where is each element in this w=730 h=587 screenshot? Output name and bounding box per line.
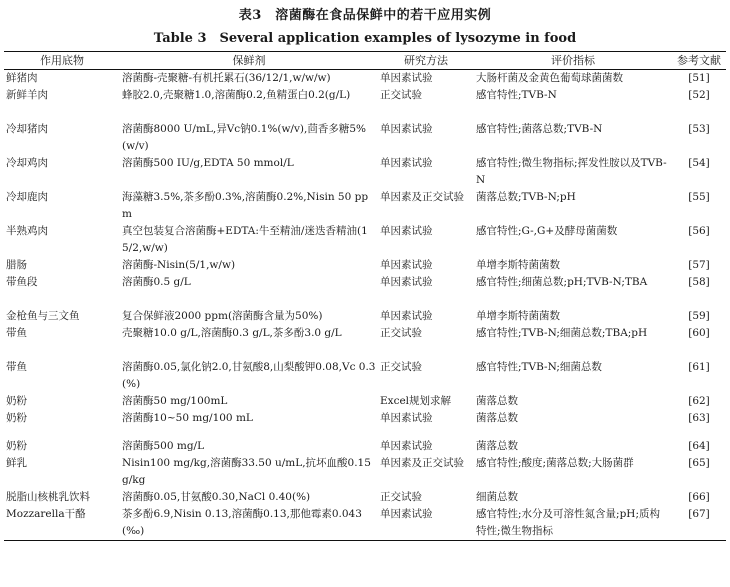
- cell-reference: [59]: [688, 310, 710, 322]
- cell-preservative: 海藻糖3.5%,茶多酚0.3%,溶菌酶0.2%,Nisin 50 ppm: [122, 191, 369, 220]
- cell-substrate: 冷却鹿肉: [6, 191, 48, 203]
- cell-reference: [61]: [688, 361, 710, 373]
- cell-preservative: Nisin100 mg/kg,溶菌酶33.50 u/mL,抗坏血酸0.15 g/kg: [122, 457, 371, 486]
- cell-evaluation-index: 感官特性;水分及可溶性氮含量;pH;质构特性;微生物指标: [474, 506, 672, 541]
- table-row: [4, 189, 726, 223]
- cell-method: 单因素及正交试验: [380, 457, 464, 469]
- cell-method: Excel规划求解: [380, 395, 452, 407]
- cell-substrate: 腊肠: [6, 259, 27, 271]
- cell-method: 单因素试验: [380, 440, 433, 452]
- table-row: [4, 506, 726, 541]
- cell-evaluation-index: 细菌总数: [476, 491, 518, 503]
- cell-method: 正交试验: [380, 361, 422, 373]
- cell-reference: [56]: [688, 225, 710, 237]
- header-substrate: 作用底物: [4, 52, 120, 70]
- cell-method: 正交试验: [380, 491, 422, 503]
- cell-method: 单因素试验: [378, 506, 474, 541]
- cell-method: 单因素试验: [380, 157, 433, 169]
- cell-preservative: 溶菌酶-Nisin(5/1,w/w): [122, 259, 236, 271]
- cell-method: 正交试验: [380, 89, 422, 101]
- cell-substrate: 鲜猪肉: [6, 72, 38, 84]
- table-row: [4, 455, 726, 489]
- cell-evaluation-index: 感官特性;TVB-N;细菌总数: [476, 361, 602, 373]
- table-row: [4, 359, 726, 393]
- cell-reference: [51]: [688, 72, 710, 84]
- cell-evaluation-index: 感官特性;菌落总数;TVB-N: [476, 123, 603, 135]
- table-row: [4, 438, 726, 455]
- cell-substrate: 冷却鸡肉: [6, 157, 48, 169]
- cell-preservative: 真空包装复合溶菌酶+EDTA:牛至精油/迷迭香精油(15/2,w/w): [122, 225, 368, 254]
- cell-reference: [58]: [688, 276, 710, 288]
- cell-evaluation-index: 感官特性;TVB-N: [476, 89, 557, 101]
- cell-reference: [52]: [688, 89, 710, 101]
- lysozyme-application-table: [4, 51, 726, 541]
- cell-reference: [57]: [688, 259, 710, 271]
- table-row: [4, 155, 726, 189]
- cell-method: 单因素试验: [380, 412, 433, 424]
- cell-substrate: 冷却猪肉: [6, 123, 48, 135]
- header-reference: 参考文献: [672, 52, 726, 70]
- cell-preservative: 溶菌酶0.5 g/L: [122, 276, 191, 288]
- table-row: [4, 489, 726, 506]
- table-row: [4, 410, 726, 438]
- table-row: [4, 70, 726, 88]
- cell-substrate: 带鱼: [6, 361, 27, 373]
- cell-substrate: 带鱼: [6, 327, 27, 339]
- cell-substrate: 奶粉: [6, 412, 27, 424]
- cell-preservative: 溶菌酶0.05,氯化钠2.0,甘氨酸8,山梨酸钾0.08,Vc 0.3(%): [122, 361, 376, 390]
- cell-evaluation-index: 菌落总数: [476, 412, 518, 424]
- table-row: [4, 223, 726, 257]
- cell-substrate: 奶粉: [6, 440, 27, 452]
- cell-evaluation-index: 感官特性;微生物指标;挥发性胺以及TVB-N: [476, 157, 667, 186]
- cell-substrate: 脱脂山核桃乳饮料: [6, 491, 90, 503]
- cell-method: 单因素试验: [380, 225, 433, 237]
- cell-preservative: 溶菌酶10~50 mg/100 mL: [122, 412, 253, 424]
- cell-substrate: 奶粉: [6, 395, 27, 407]
- cell-substrate: 鲜乳: [6, 457, 27, 469]
- cell-method: 正交试验: [380, 327, 422, 339]
- cell-substrate: 金枪鱼与三文鱼: [6, 310, 80, 322]
- cell-method: 单因素试验: [380, 276, 433, 288]
- cell-evaluation-index: 菌落总数;TVB-N;pH: [476, 191, 576, 203]
- header-index: 评价指标: [474, 52, 672, 70]
- cell-evaluation-index: 感官特性;酸度;菌落总数;大肠菌群: [476, 457, 634, 469]
- cell-evaluation-index: 单增李斯特菌菌数: [476, 310, 560, 322]
- cell-evaluation-index: 单增李斯特菌菌数: [476, 259, 560, 271]
- cell-evaluation-index: 菌落总数: [476, 395, 518, 407]
- cell-preservative: 复合保鲜液2000 ppm(溶菌酶含量为50%): [122, 310, 323, 322]
- table-header-row: [4, 52, 726, 70]
- header-method: 研究方法: [378, 52, 474, 70]
- cell-reference: [66]: [688, 491, 710, 503]
- cell-evaluation-index: 菌落总数: [476, 440, 518, 452]
- cell-preservative: 溶菌酶500 IU/g,EDTA 50 mmol/L: [122, 157, 294, 169]
- cell-preservative: 壳聚糖10.0 g/L,溶菌酶0.3 g/L,茶多酚3.0 g/L: [122, 327, 342, 339]
- cell-method: 单因素试验: [380, 259, 433, 271]
- cell-reference: [63]: [688, 412, 710, 424]
- cell-preservative: 溶菌酶-壳聚糖-有机托累石(36/12/1,w/w/w): [122, 72, 331, 84]
- cell-substrate: Mozzarella干酪: [4, 506, 120, 541]
- cell-reference: [67]: [672, 506, 726, 541]
- cell-reference: [64]: [688, 440, 710, 452]
- table-row: [4, 308, 726, 325]
- cell-preservative: 溶菌酶50 mg/100mL: [122, 395, 228, 407]
- cell-method: 单因素试验: [380, 72, 433, 84]
- cell-substrate: 新鲜羊肉: [6, 89, 48, 101]
- cell-preservative: 溶菌酶0.05,甘氨酸0.30,NaCl 0.40(%): [122, 491, 311, 503]
- table-row: [4, 257, 726, 274]
- cell-reference: [53]: [688, 123, 710, 135]
- cell-evaluation-index: 感官特性;TVB-N;细菌总数;TBA;pH: [476, 327, 648, 339]
- cell-evaluation-index: 大肠杆菌及金黄色葡萄球菌菌数: [476, 72, 623, 84]
- cell-substrate: 带鱼段: [6, 276, 38, 288]
- table-row: [4, 87, 726, 121]
- cell-reference: [65]: [688, 457, 710, 469]
- cell-reference: [62]: [688, 395, 710, 407]
- cell-preservative: 溶菌酶500 mg/L: [122, 440, 205, 452]
- cell-method: 单因素及正交试验: [380, 191, 464, 203]
- table-row: [4, 121, 726, 155]
- table-row: [4, 325, 726, 359]
- cell-preservative: 溶菌酶8000 U/mL,异Vc钠0.1%(w/v),茴香多糖5%(w/v): [122, 123, 366, 152]
- cell-method: 单因素试验: [380, 310, 433, 322]
- cell-evaluation-index: 感官特性;G-,G+及酵母菌菌数: [476, 225, 618, 237]
- cell-preservative: 茶多酚6.9,Nisin 0.13,溶菌酶0.13,那他霉素0.043(‰): [120, 506, 378, 541]
- table-row: [4, 393, 726, 410]
- table-caption-english: Table 3 Several application examples of lysozyme in food: [153, 31, 577, 46]
- table-caption-chinese: 表3 溶菌酶在食品保鲜中的若干应用实例: [238, 8, 492, 23]
- cell-reference: [55]: [688, 191, 710, 203]
- cell-reference: [60]: [688, 327, 710, 339]
- cell-evaluation-index: 感官特性;细菌总数;pH;TVB-N;TBA: [476, 276, 648, 288]
- table-body: [4, 70, 726, 541]
- cell-preservative: 蜂胶2.0,壳聚糖1.0,溶菌酶0.2,鱼精蛋白0.2(g/L): [122, 89, 351, 101]
- cell-method: 单因素试验: [380, 123, 433, 135]
- header-preservative: 保鲜剂: [120, 52, 378, 70]
- cell-substrate: 半熟鸡肉: [6, 225, 48, 237]
- table-row: [4, 274, 726, 308]
- cell-reference: [54]: [688, 157, 710, 169]
